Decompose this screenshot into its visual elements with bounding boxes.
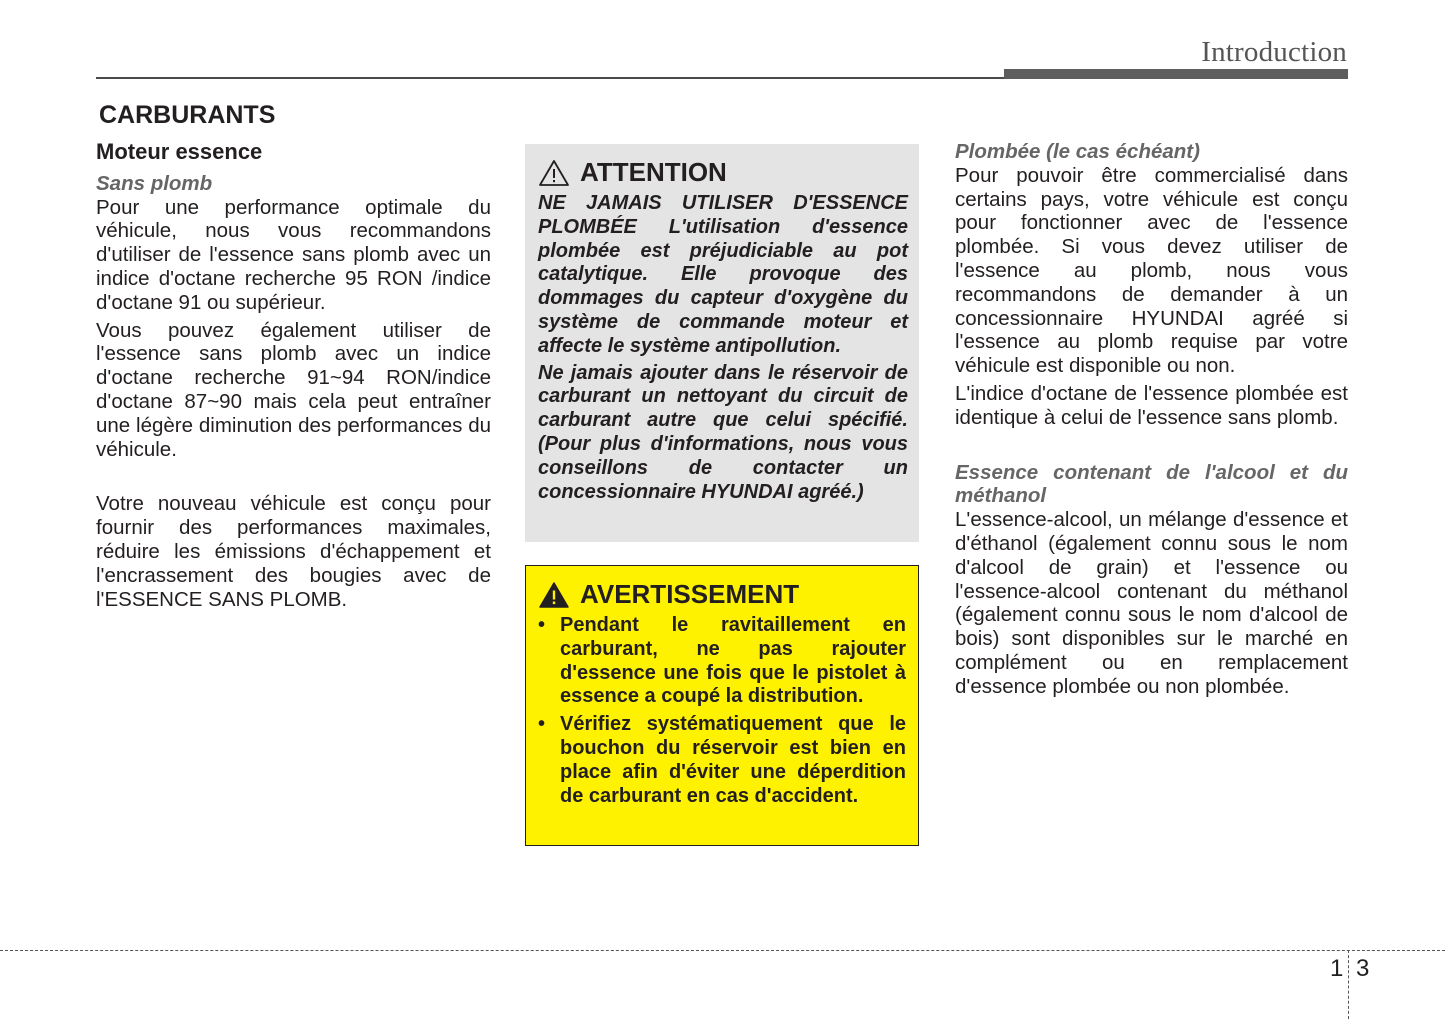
unleaded-paragraph-1: Pour une performance optimale du véhicule, nous vous recommandons d'utiliser de l'essence sans plomb avec un indice d'octane recherche 95 RON /indice d'octane 91 ou supérieur. (96, 195, 491, 314)
warning-item: • Pendant le ravitaillement en carburant, ne pas rajouter d'essence une fois que le pistolet à essence a coupé la distribution. (538, 614, 906, 709)
alcohol-subheading: Essence contenant de l'alcool et du méthanol (955, 460, 1348, 508)
attention-paragraph-1: NE JAMAIS UTILISER D'ESSENCE PLOMBÉE L'utilisation d'essence plombée est préjudiciable au pot catalytique. Elle provoque des dommages du capteur d'oxygène du système de commande moteur et affecte le système antipollution. (538, 192, 908, 357)
attention-title-row (538, 157, 908, 188)
unleaded-paragraph-3: Votre nouveau véhicule est conçu pour fournir des performances maximales, réduire les émissions d'échappement et l'encrassement des bougies avec de l'ESSENCE SANS PLOMB. (96, 492, 491, 611)
warning-outline-icon (538, 159, 570, 187)
chapter-number: 1 (1330, 955, 1344, 982)
unleaded-paragraph-2: Vous pouvez également utiliser de l'essence sans plomb avec un indice d'octane recherche 91~94 RON/indice d'octane 87~90 mais cela peut entraîner une légère diminution des performances du véhicule. (96, 318, 491, 461)
warning-list (538, 614, 906, 808)
attention-box (525, 144, 919, 542)
warning-title-row (538, 579, 906, 610)
leaded-paragraph-1: Pour pouvoir être commercialisé dans certains pays, votre véhicule est conçu pour fonctionner avec de l'essence plombée. Si vous devez utiliser de l'essence au plomb, nous vous recommandons de demander à un concessionnaire HYUNDAI agréé si l'essence au plomb requise par votre véhicule est disponible ou non. (955, 163, 1348, 378)
warning-item: • Vérifiez systématiquement que le bouchon du réservoir est bien en place afin d'éviter une déperdition de carburant en cas d'accident. (538, 713, 906, 808)
engine-heading: Moteur essence (96, 139, 263, 164)
header-rule-accent (1004, 69, 1348, 79)
header-rule (96, 77, 1004, 79)
attention-paragraph-2: Ne jamais ajouter dans le réservoir de carburant un nettoyant du circuit de carburant autre que celui spécifié. (Pour plus d'informations, nous vous conseillons de contacter un concessionnaire HYUNDAI agréé.) (538, 361, 908, 503)
warning-box (525, 565, 919, 846)
leaded-subheading: Plombée (le cas échéant) (955, 140, 1200, 163)
right-column (955, 140, 1348, 699)
footer-vertical-divider (1348, 950, 1349, 1019)
leaded-paragraph-2: L'indice d'octane de l'essence plombée est identique à celui de l'essence sans plomb. (955, 381, 1348, 429)
section-title: CARBURANTS (99, 101, 276, 129)
header-title: Introduction (1201, 36, 1347, 68)
footer-divider (0, 950, 1445, 951)
warning-filled-icon (538, 581, 570, 609)
alcohol-paragraph-1: L'essence-alcool, un mélange d'essence et d'éthanol (également connu sous le nom d'alcool de grain) et l'essence ou l'essence-alcool contenant du méthanol (également connu sous le nom d'alcool de bois) sont disponibles sur le marché en complément ou en remplacement d'essence plombée ou non plombée. (955, 508, 1348, 698)
left-column (96, 140, 491, 611)
unleaded-subheading: Sans plomb (96, 171, 213, 195)
attention-title: ATTENTION (580, 157, 727, 187)
page-number: 3 (1356, 955, 1370, 982)
warning-title: AVERTISSEMENT (580, 579, 800, 609)
